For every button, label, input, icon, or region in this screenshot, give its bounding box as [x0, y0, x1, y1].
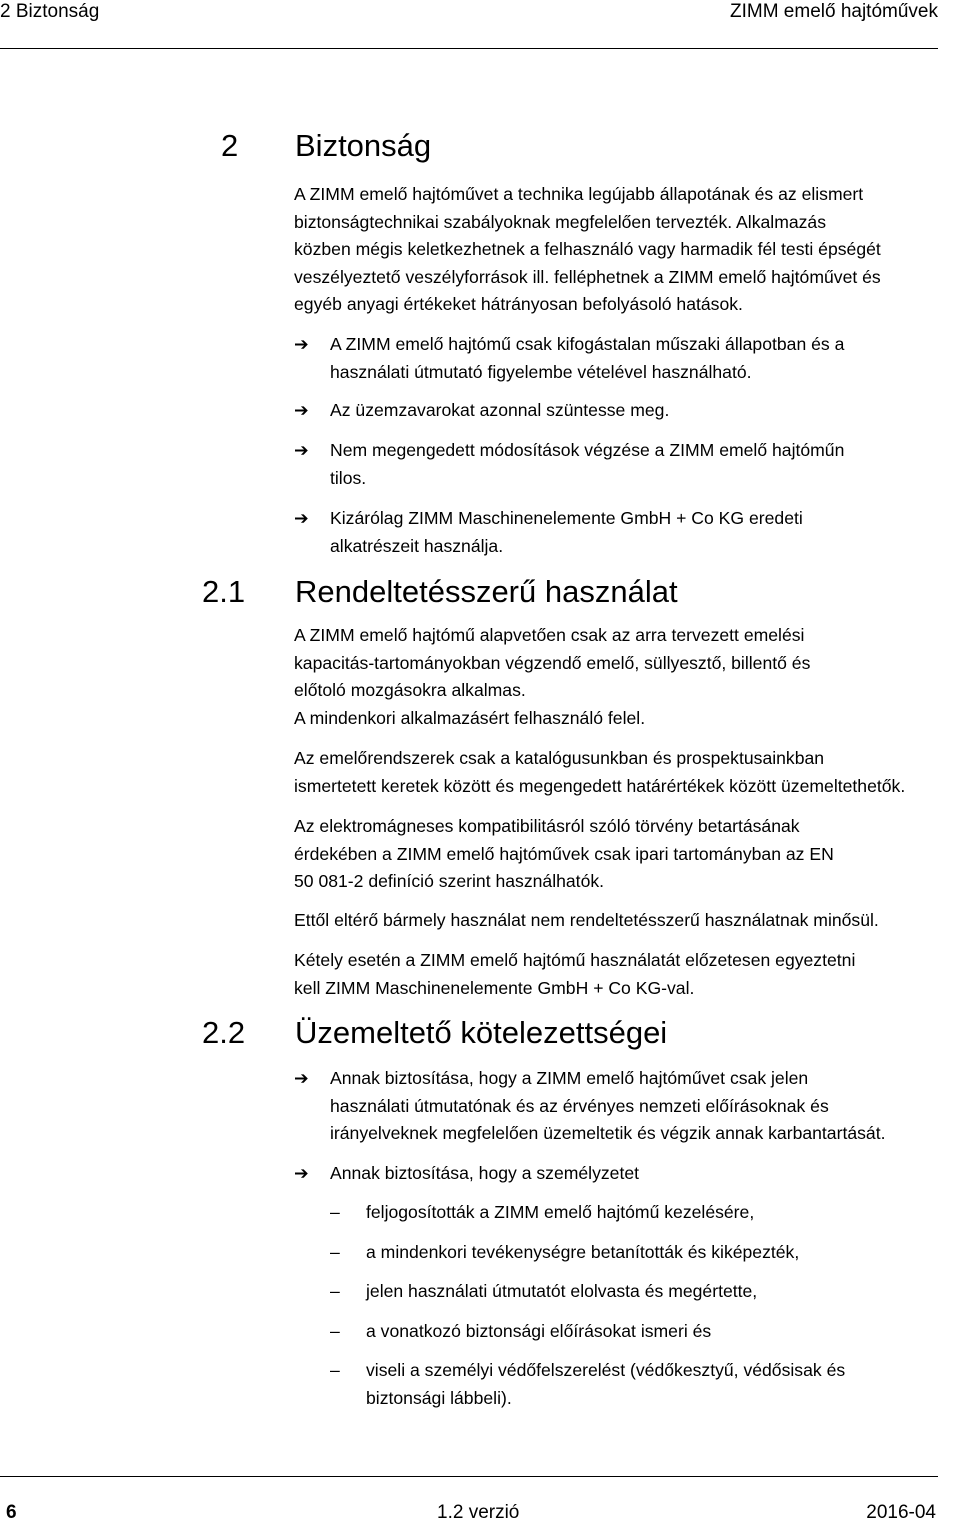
dash-text: a vonatkozó biztonsági előírásokat ismeri és [366, 1321, 712, 1341]
bullet-text: Az üzemzavarokat azonnal szüntesse meg. [330, 400, 670, 420]
section-title: Üzemeltető kötelezettségei [295, 1015, 668, 1050]
paragraph: Ettől eltérő bármely használat nem rendeltetésszerű használatnak minősül. [294, 910, 879, 930]
paragraph: Az elektromágneses kompatibilitásról szóló törvény betartásának érdekében a ZIMM emelő hajtóművek csak ipari tartományban az EN 50 081-2 definíció szerint használhatók. [294, 816, 834, 891]
dash-text: viseli a személyi védőfelszerelést (védőkesztyű, védősisak és biztonsági lábbeli). [366, 1360, 846, 1408]
arrow-icon: ➔ [294, 440, 309, 460]
dash-marker: – [330, 1202, 340, 1222]
arrow-icon: ➔ [294, 334, 309, 354]
section-number: 2.1 [202, 574, 246, 609]
bullet-text: Nem megengedett módosítások végzése a ZIMM emelő hajtóműn tilos. [330, 440, 845, 488]
dash-marker: – [330, 1360, 340, 1380]
arrow-icon: ➔ [294, 1068, 309, 1088]
dash-text: a mindenkori tevékenységre betanították és kiképezték, [366, 1242, 800, 1262]
paragraph: A ZIMM emelő hajtómű alapvetően csak az arra tervezett emelési kapacitás-tartományokban végzendő emelő, süllyesztő, billentő és előtoló mozgásokra alkalmas. A mindenkori alkalmazásért felhasználó felel. [294, 625, 811, 728]
dash-text: jelen használati útmutatót elolvasta és megértette, [366, 1281, 758, 1301]
header-chapter: 2 Biztonság [0, 1, 100, 22]
section-title: Rendeltetésszerű használat [295, 574, 678, 609]
dash-marker: – [330, 1321, 340, 1341]
paragraph: Az emelőrendszerek csak a katalógusunkban és prospektusainkban ismertetett keretek között és megengedett határértékek között üzemeltethetők. [294, 748, 906, 796]
section-number: 2.2 [202, 1015, 246, 1050]
paragraph: Kétely esetén a ZIMM emelő hajtómű használatát előzetesen egyeztetni kell ZIMM Maschinenelemente GmbH + Co KG-val. [294, 950, 856, 998]
arrow-icon: ➔ [294, 1163, 309, 1183]
bullet-text: Annak biztosítása, hogy a személyzetet [330, 1163, 640, 1183]
version-label: 1.2 verzió [437, 1502, 520, 1523]
page-footer [0, 1476, 938, 1523]
section-number: 2 [221, 128, 239, 163]
date-label: 2016-04 [866, 1502, 936, 1523]
bullet-text: Annak biztosítása, hogy a ZIMM emelő hajtóművet csak jelen használati útmutatónak és az érvényes nemzeti előírásoknak és irányelveknek megfelelően üzemeltetik és végzik annak karbantartását. [330, 1068, 886, 1143]
bullet-text: A ZIMM emelő hajtómű csak kifogástalan műszaki állapotban és a használati útmutató figyelembe vételével használható. [330, 334, 845, 382]
dash-marker: – [330, 1281, 340, 1301]
intro-paragraph: A ZIMM emelő hajtóművet a technika legújabb állapotának és az elismert biztonságtechnikai szabályoknak megfelelően tervezték. Alkalmazás közben mégis keletkezhetnek a felhasználó vagy harmadik fél testi épségét veszélyeztető veszélyforrások ill. felléphetnek a ZIMM emelő hajtóművet és egyéb anyagi értékeket hátrányosan befolyásoló hatások. [294, 184, 881, 314]
dash-marker: – [330, 1242, 340, 1262]
header-doc-title: ZIMM emelő hajtóművek [729, 1, 938, 22]
page-number: 6 [6, 1502, 17, 1523]
arrow-icon: ➔ [294, 508, 309, 528]
dash-text: feljogosították a ZIMM emelő hajtómű kezelésére, [366, 1202, 755, 1222]
bullet-text: Kizárólag ZIMM Maschinenelemente GmbH + Co KG eredeti alkatrészeit használja. [330, 508, 803, 556]
section-title: Biztonság [295, 128, 432, 163]
arrow-icon: ➔ [294, 400, 309, 420]
page-header [0, 0, 938, 49]
